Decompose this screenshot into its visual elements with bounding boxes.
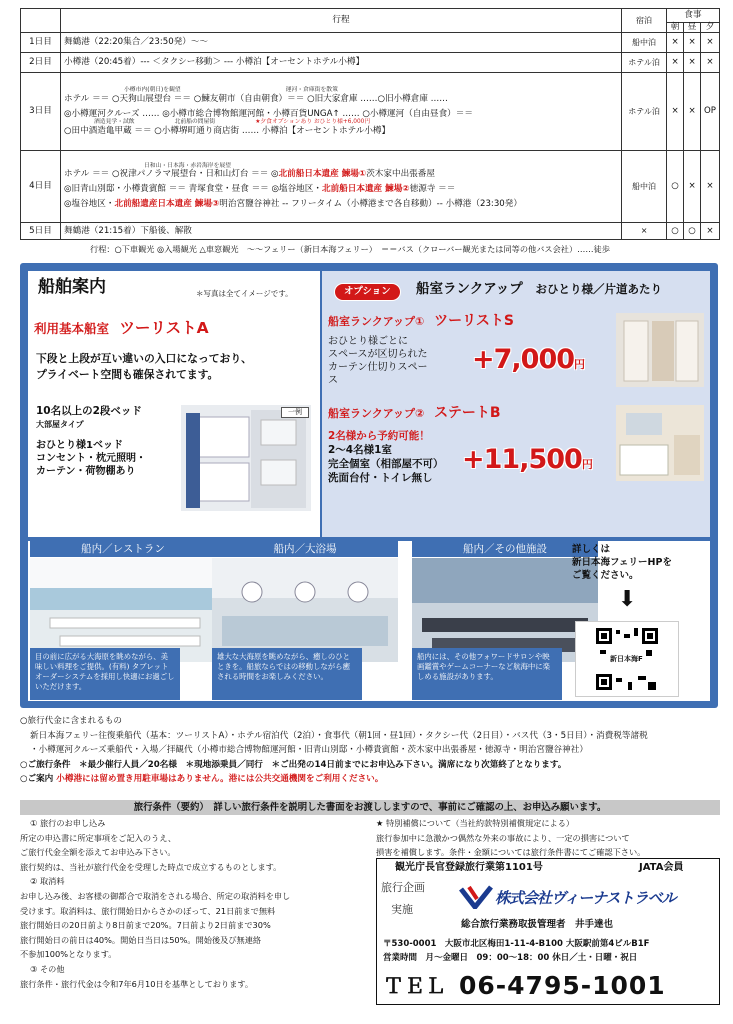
desc-line: 2名様から予約可能！ bbox=[328, 430, 430, 442]
qr-label: 新日本海F bbox=[610, 655, 643, 663]
table-row bbox=[21, 73, 720, 151]
facility-bath bbox=[212, 541, 398, 697]
state-b-photo bbox=[616, 405, 704, 481]
meal-cell: × bbox=[701, 151, 720, 223]
desc-line: 2～4名様1室 bbox=[328, 444, 392, 456]
desc-line: おひとり様ごとに bbox=[328, 336, 408, 347]
text: ◎旧青山別邸・小樽貴賓館 ＝＝ 青塚食堂・昼食 ＝＝ ◎塩谷地区・ bbox=[64, 184, 322, 195]
meal-cell: × bbox=[684, 33, 701, 53]
upgrade2-desc bbox=[328, 429, 444, 485]
upgrade-title-text: 船室ランクアップ bbox=[416, 281, 523, 297]
upgrade-title bbox=[416, 281, 662, 298]
schedule-line bbox=[64, 199, 618, 210]
photo-tag: 一例 bbox=[281, 407, 309, 418]
terms-line: ① 旅行のお申し込み bbox=[30, 818, 106, 828]
upgrade2-price bbox=[462, 443, 593, 477]
upgrade2-name: ステートB bbox=[434, 405, 501, 421]
header-day bbox=[21, 9, 61, 33]
table-row bbox=[21, 53, 720, 73]
schedule-line: ホテル ＝＝ ○天狗山展望台 ＝＝ ○鰊友朝市（自由朝食）＝＝ ○旧大家倉庫 ……○旧小樽倉庫 …… bbox=[64, 93, 448, 104]
heritage-text: 北前船日本遺産 鰊場① bbox=[278, 168, 367, 179]
ferry-hp-info bbox=[572, 543, 672, 582]
header-breakfast: 朝 bbox=[667, 23, 684, 33]
cabin-photo-image bbox=[181, 405, 311, 511]
qr-code[interactable] bbox=[575, 621, 679, 697]
ship-info-panel bbox=[20, 263, 718, 708]
text: ホテル ＝＝ ○祝津パノラマ展望台・日和山灯台 ＝＝ ◎ bbox=[64, 168, 279, 179]
company-name: 株式会社ヴィーナストラベル bbox=[495, 889, 676, 907]
terms-line: 所定の申込書に所定事項をご記入のうえ、 bbox=[20, 832, 177, 843]
header-stay: 宿泊 bbox=[622, 9, 667, 33]
terms-line: ③ その他 bbox=[30, 963, 65, 974]
terms-line: ご旅行代金全額を添えてお申込み下さい。 bbox=[20, 847, 176, 858]
bath-image bbox=[212, 558, 398, 662]
terms-left bbox=[20, 816, 370, 991]
day-label: 4日目 bbox=[21, 151, 61, 223]
stay-cell: × bbox=[622, 223, 667, 240]
price-value: +7,000 bbox=[472, 344, 575, 375]
operator-label: 実施 bbox=[391, 903, 413, 916]
notice-text: 小樽港には留め置き用駐車場はありません。港には公共交通機関をご利用ください。 bbox=[56, 774, 384, 784]
terms-line: 旅行契約は、当社が旅行代金を受理した時点で成立するものとします。 bbox=[20, 861, 282, 872]
ship-title: 船舶案内 bbox=[38, 277, 106, 297]
header-schedule: 行程 bbox=[61, 9, 622, 33]
salon-photo bbox=[412, 558, 598, 662]
desc-line: 洗面台付・トイレ無し bbox=[328, 472, 433, 484]
schedule-line: ◎小樽運河クルーズ …… ◎小樽市総合博物館運河館・小樽百貨UNGA↑ …… ○小樽運河（自由昼食）＝＝ bbox=[64, 108, 473, 119]
upgrade-section bbox=[322, 271, 710, 537]
upgrade1-label: 船室ランクアップ① bbox=[328, 315, 425, 328]
meal-cell: × bbox=[667, 33, 684, 53]
note-text: 小樽市内(朝日)を観望 bbox=[124, 87, 181, 94]
upgrade1-heading bbox=[328, 313, 514, 331]
desc-line: 完全個室（相部屋不可） bbox=[328, 458, 444, 470]
meal-cell: × bbox=[684, 151, 701, 223]
facility-title: 船内／大浴場 bbox=[212, 541, 398, 557]
header-lunch: 昼 bbox=[684, 23, 701, 33]
jata-member: JATA会員 bbox=[639, 862, 684, 873]
manager: 総合旅行業務取扱管理者 井手達也 bbox=[461, 919, 614, 930]
meal-cell: ○ bbox=[684, 223, 701, 240]
restaurant-photo bbox=[30, 558, 216, 662]
heritage-text: 北前船遺産日本遺産 鰊場③ bbox=[114, 199, 220, 210]
meal-cell: × bbox=[684, 53, 701, 73]
terms-line: ② 取消料 bbox=[30, 876, 65, 887]
phone-number[interactable]: 06-4795-1001 bbox=[459, 971, 666, 1000]
stay-cell: ホテル泊 bbox=[622, 53, 667, 73]
price-value: +11,500 bbox=[462, 444, 582, 475]
facility-title: 船内／その他施設 bbox=[412, 541, 598, 557]
company-info-box bbox=[376, 858, 720, 1005]
option-badge: オプション bbox=[334, 283, 401, 301]
facilities-section bbox=[28, 541, 710, 701]
schedule-line bbox=[64, 184, 618, 195]
upgrade2-heading bbox=[328, 405, 501, 423]
dinner-option-note: ★夕食オプションあり おひとり様+6,000円 bbox=[255, 119, 371, 126]
business-hours: 営業時間 月～金曜日 09：00～18：00 休日／土・日曜・祝日 bbox=[383, 953, 638, 963]
note-text: 運河・倉庫街を散策 bbox=[285, 87, 338, 94]
note-line: 新日本海フェリー往復乗船代（基本：ツーリストA）・ホテル宿泊代（2泊）・食事代（朝1回・昼1回）・タクシー代（2日目）・バス代（3・5日目）・消費税等諸税 bbox=[30, 730, 648, 741]
bed-line: カーテン・荷物棚あり bbox=[36, 466, 136, 477]
upgrade1-price bbox=[472, 343, 585, 377]
table-row bbox=[21, 223, 720, 240]
parking-notice bbox=[20, 772, 720, 787]
yen-label: 円 bbox=[581, 458, 593, 471]
stay-cell: ホテル泊 bbox=[622, 73, 667, 151]
facility-title: 船内／レストラン bbox=[30, 541, 216, 557]
meal-cell: × bbox=[701, 33, 720, 53]
note-text: 酒造見学・試飲 bbox=[94, 119, 135, 126]
tourist-s-image bbox=[616, 313, 704, 387]
table-row bbox=[21, 151, 720, 223]
yen-label: 円 bbox=[574, 358, 586, 371]
terms-right bbox=[376, 816, 720, 860]
day2-schedule: 小樽港（20:45着）--- ＜タクシー移動＞ --- 小樽泊【オーセントホテル小樽】 bbox=[61, 53, 622, 73]
basic-cabin-name: ツーリストA bbox=[119, 319, 209, 337]
info-line: ご覧ください。 bbox=[572, 570, 639, 581]
terms-line: 旅行開始日の前日は40%。開始日当日は50%。開始後及び無連絡 bbox=[20, 934, 262, 945]
meal-cell: ○ bbox=[667, 151, 684, 223]
day5-schedule: 舞鶴港（21:15着）下船後、解散 bbox=[61, 223, 622, 240]
heritage-text: 北前船日本遺産 鰊場② bbox=[321, 184, 410, 195]
header-meals: 食事 bbox=[667, 9, 720, 23]
upgrade1-desc bbox=[328, 335, 428, 387]
basic-description bbox=[36, 351, 252, 383]
text: 茨木家中出張番屋 bbox=[366, 168, 435, 179]
meal-cell: OP bbox=[701, 73, 720, 151]
note-text: 北前船の問屋街 bbox=[174, 119, 216, 126]
terms-line: 旅行参加中に急激かつ偶然な外来の事故により、一定の損害について bbox=[376, 832, 630, 843]
desc-line: スペースが区切られた bbox=[328, 349, 428, 360]
meal-cell: × bbox=[667, 53, 684, 73]
basic-label: 利用基本船室 bbox=[34, 321, 110, 336]
registration-number: 観光庁長官登録旅行業第1101号 bbox=[395, 862, 543, 873]
facility-restaurant bbox=[30, 541, 216, 697]
restaurant-image bbox=[30, 558, 216, 662]
basic-cabin-section bbox=[28, 271, 320, 537]
stay-cell: 船中泊 bbox=[622, 33, 667, 53]
upgrade1-name: ツーリストS bbox=[434, 313, 514, 329]
meal-cell: × bbox=[701, 223, 720, 240]
bed-line: おひとり様1ベッド bbox=[36, 440, 123, 451]
meal-cell: × bbox=[684, 73, 701, 151]
tourist-s-photo bbox=[616, 313, 704, 387]
text: 徳源寺 ＝＝ bbox=[409, 184, 456, 195]
stay-cell: 船中泊 bbox=[622, 151, 667, 223]
terms-line: 旅行条件・旅行代金は令和7年6月10日を基準としております。 bbox=[20, 978, 254, 989]
info-line: 詳しくは bbox=[572, 544, 611, 555]
text: ◎塩谷地区・ bbox=[64, 199, 115, 210]
bath-photo bbox=[212, 558, 398, 662]
inclusions-notes bbox=[20, 714, 720, 787]
upgrade-unit: おひとり様／片道あたり bbox=[535, 282, 662, 296]
header-dinner: 夕 bbox=[701, 23, 720, 33]
terms-line: 損害を補償します。条件・金額については旅行条件書にてご確認下さい。 bbox=[376, 847, 646, 858]
venus-logo-icon bbox=[459, 885, 493, 909]
facility-other bbox=[412, 541, 598, 697]
schedule-line bbox=[64, 169, 618, 180]
note-line: ・小樽運河クルーズ乗船代・入場／拝観代（小樽市総合博物館運河館・旧青山別邸・小樽貴賓館・茨木家中出張番屋・徳源寺・明治宮鹽谷神社） bbox=[30, 745, 588, 755]
desc-line: ス bbox=[328, 375, 338, 386]
bed-line: 大部屋タイプ bbox=[36, 420, 84, 429]
day4-schedule bbox=[61, 151, 622, 223]
desc-line: 下段と上段が互い違いの入口になっており、 bbox=[36, 352, 252, 365]
salon-image bbox=[412, 558, 598, 662]
info-line: 新日本海フェリーHPを bbox=[572, 557, 672, 568]
bed-line: コンセント・枕元照明・ bbox=[36, 453, 146, 464]
cabin-photo bbox=[181, 405, 311, 511]
itinerary-legend: 行程：○下車観光 ◎入場観光 △車窓観光 ～～フェリー（新日本海フェリー） ＝＝バス（クローバー観光または同等の他バス会社）……徒歩 bbox=[90, 244, 610, 254]
schedule-line: ○田中酒造亀甲蔵 ＝＝ ○小樽堺町通り商店街 …… 小樽泊【オーセントホテル小樽】 bbox=[64, 125, 391, 136]
bed-info bbox=[36, 405, 146, 478]
day1-schedule: 舞鶴港（22:20集合／23:50発）～～ bbox=[61, 33, 622, 53]
facility-caption: 雄大な大海原を眺めながら、癒しのひとときを。船旅ならではの移動しながら癒される時間をお楽しみください。 bbox=[212, 648, 362, 700]
note-line: ○旅行代金に含まれるもの bbox=[20, 716, 123, 726]
upgrade2-label: 船室ランクアップ② bbox=[328, 407, 425, 420]
day-label: 2日目 bbox=[21, 53, 61, 73]
state-b-image bbox=[616, 405, 704, 481]
travel-conditions: ○ご旅行条件 ＊最少催行人員／20名様 ＊現地添乗員／同行 ＊ご出発の14日前までにお申込み下さい。満席になり次第終了となります。 bbox=[20, 759, 567, 770]
planner-label: 旅行企画 bbox=[381, 881, 425, 894]
arrow-down-icon: ⬇ bbox=[618, 587, 637, 612]
tel-label: ＴＥＬ bbox=[383, 974, 446, 998]
terms-line: 不参加100%となります。 bbox=[20, 949, 117, 960]
day-label: 1日目 bbox=[21, 33, 61, 53]
company-logo bbox=[459, 885, 493, 913]
basic-cabin-heading bbox=[34, 319, 209, 338]
terms-line: 旅行開始日の20日前より8日前まで20%。7日前より2日前まで30% bbox=[20, 920, 271, 931]
terms-heading: 旅行条件（要約） 詳しい旅行条件を説明した書面をお渡ししますので、事前にご確認の上、お申込み願います。 bbox=[20, 800, 720, 815]
terms-line: ★ 特別補償について（当社約款特別補償規定による） bbox=[376, 818, 575, 828]
terms-line: 受けます。取消料は、旅行開始日からさかのぼって、21日前まで無料 bbox=[20, 905, 276, 916]
photo-note: ＊写真は全てイメージです。 bbox=[196, 289, 293, 298]
text: 明治宮鹽谷神社 -- フリータイム（小樽港まで各自移動）-- 小樽港（23:30発） bbox=[219, 199, 522, 210]
desc-line: カーテン仕切りスペー bbox=[328, 362, 428, 373]
meal-cell: × bbox=[701, 53, 720, 73]
note: 日和山・日本海・赤岩海岸を展望 bbox=[144, 162, 231, 169]
facility-caption: 目の前に広がる大海原を眺めながら、美味しい料理をご提供。(有料) タブレットオーダーシステムを採用し快適にお過ごしいただけます。 bbox=[30, 648, 180, 700]
itinerary-table bbox=[20, 8, 720, 240]
day-label: 3日目 bbox=[21, 73, 61, 151]
table-row bbox=[21, 33, 720, 53]
notice-label: ○ご案内 bbox=[20, 774, 57, 784]
desc-line: プライベート空間も確保されてます。 bbox=[36, 368, 219, 381]
facility-caption: 船内には、その他フォワードサロンや映画鑑賞やゲームコーナーなど航海中に楽しめる施設があります。 bbox=[412, 648, 562, 700]
bed-line: 10名以上の2段ベッド bbox=[36, 405, 142, 417]
address: 〒530-0001 大阪市北区梅田1-11-4-B100 大阪駅前第4ビルB1F bbox=[383, 939, 650, 949]
meal-cell: ○ bbox=[667, 223, 684, 240]
day3-schedule bbox=[61, 73, 622, 151]
terms-line: お申し込み後、お客様の御都合で取消をされる場合、所定の取消料を申し bbox=[20, 890, 291, 901]
meal-cell: × bbox=[667, 73, 684, 151]
day-label: 5日目 bbox=[21, 223, 61, 240]
